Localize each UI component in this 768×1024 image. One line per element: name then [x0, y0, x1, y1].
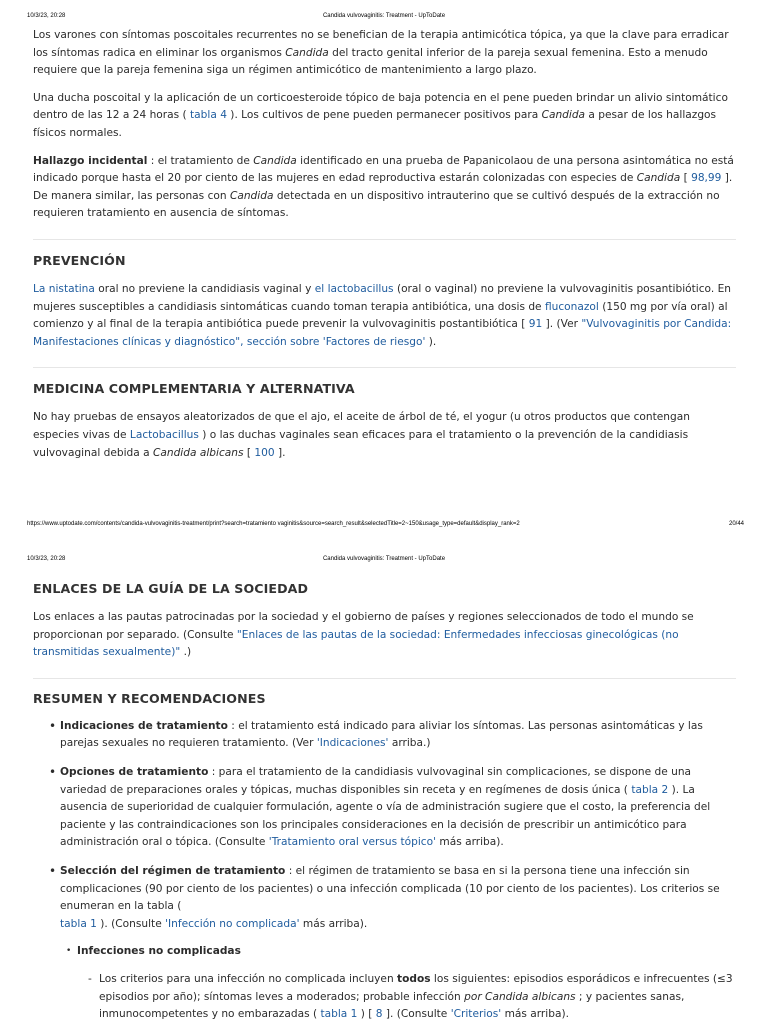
link-lactobacillus-2[interactable]: Lactobacillus — [129, 428, 199, 441]
page-1-content — [33, 27, 736, 462]
link-tabla-1-b[interactable]: tabla 1 — [320, 1008, 358, 1021]
paragraph-male-partners: Los varones con síntomas poscoitales recurrentes no se benefician de la terapia antimicótica tópica, ya que la clave para erradicar los síntomas radica en eliminar los organismos Candida del tracto genital inferior de la pareja sexual femenina. Esto a menudo requiere que la pareja femenina siga un régimen antimicótico de mantenimiento a largo plazo. — [33, 29, 729, 77]
print-date: 10/3/23, 20:28 — [27, 13, 66, 19]
print-footer — [0, 519, 768, 531]
list-item-infecciones-no-complicadas: • Infecciones no complicadas — [33, 943, 736, 961]
page-2-content — [33, 581, 736, 1024]
list-item-opciones: • Opciones de tratamiento : para el tratamiento de la candidiasis vulvovaginal sin complicaciones, se dispone de una variedad de preparaciones orales y tópicas, muchas disponibles sin receta y en regímenes de dosis única ( tabla 2 ). La ausencia de superioridad de cualquier formulación, agente o vía de administración sugiere que el costo, la preferencia del paciente y las contraindicaciones son los principales consideraciones en la decisión de prescribir un antimicótico para administración oral o tópica. (Consulte 'Tratamiento oral versus tópico' más arriba). — [33, 764, 736, 852]
section-divider — [33, 678, 736, 679]
summary-list — [33, 718, 736, 1024]
reference-link-100[interactable]: 100 — [254, 446, 275, 459]
link-nistatina[interactable]: La nistatina — [33, 282, 95, 295]
print-page-number: 20/44 — [728, 521, 744, 527]
link-indicaciones[interactable]: 'Indicaciones' — [316, 737, 389, 750]
section-heading-medicina-complementaria: MEDICINA COMPLEMENTARIA Y ALTERNATIVA — [33, 381, 355, 397]
section-heading-resumen: RESUMEN Y RECOMENDACIONES — [33, 690, 266, 706]
reference-link-91[interactable]: 91 — [528, 318, 543, 331]
print-title: Candida vulvovaginitis: Treatment - UpToDate — [322, 13, 446, 19]
link-infeccion-no-complicada[interactable]: 'Infección no complicada' — [165, 917, 300, 930]
list-item-criterios: - Los criterios para una infección no complicada incluyen todos los siguientes: episodios esporádicos e infrecuentes (≤3 episodios por año); síntomas leves a moderados; probable infección por Candida albicans ; y pacientes sanas, inmunocompetentes y no embarazadas ( tabla 1 ) [ 8 ]. (Consulte 'Criterios' más arriba). — [33, 971, 736, 1024]
section-heading-enlaces-guia: ENLACES DE LA GUÍA DE LA SOCIEDAD — [33, 581, 309, 596]
print-url: https://www.uptodate.com/contents/candida-vulvovaginitis-treatment/print?search=tratamiento vaginitis&source=search_result&selectedTitle=2~150&usage_type=default&display_rank=2 — [27, 521, 520, 527]
link-tratamiento-oral-vs-topico[interactable]: 'Tratamiento oral versus tópico' — [268, 836, 437, 849]
paragraph-incidental-finding: Hallazgo incidental : el tratamiento de Candida identificado en una prueba de Papanicolaou de una persona asintomática no está indicado porque hasta el 20 por ciento de las mujeres en edad reproductiva estarán colonizadas con especies de Candida [ 98,99 ]. De manera similar, las personas con Candida detectada en un dispositivo intrauterino que se cultivó después de la extracción no requieren tratamiento en ausencia de síntomas. — [33, 154, 734, 220]
list-item-seleccion: • Selección del régimen de tratamiento : el régimen de tratamiento se basa en si la persona tiene una infección sin complicaciones (90 por ciento de los pacientes) o una infección complicada (10 por ciento de los pacientes). Los criterios se enumeran en la tabla ( tabla 1 ). (Consulte 'Infección no complicada' más arriba). — [33, 863, 736, 933]
reference-link-98-99[interactable]: 98,99 — [691, 172, 722, 185]
section-divider — [33, 367, 736, 368]
paragraph-postcoital: Una ducha poscoital y la aplicación de un corticoesteroide tópico de baja potencia en el pene pueden brindar un alivio sintomático dentro de las 12 a 24 horas ( tabla 4 ). Los cultivos de pene pueden permanecer positivos para Candida a pesar de los hallazgos físicos normales. — [33, 91, 728, 139]
link-lactobacillus[interactable]: el lactobacillus — [314, 282, 394, 295]
paragraph-complementary: No hay pruebas de ensayos aleatorizados de que el ajo, el aceite de árbol de té, el yogur (u otros productos que contengan especies vivas de Lactobacillus ) o las duchas vaginales sean eficaces para el tratamiento o la prevención de la candidiasis vulvovaginal debida a Candida albicans [ 100 ]. — [33, 411, 690, 459]
link-fluconazol[interactable]: fluconazol — [544, 300, 599, 313]
link-society-guidelines[interactable]: "Enlaces de las pautas de la sociedad: Enfermedades infecciosas ginecológicas (no transmitidas sexualmente)" — [33, 628, 679, 659]
paragraph-prevention: La nistatina oral no previene la candidiasis vaginal y el lactobacillus (oral o vaginal) no previene la vulvovaginitis posantibiótico. En mujeres susceptibles a candidiasis sintomáticas cuando toman terapia antibiótica, una dosis de fluconazol (150 mg por vía oral) al comienzo y al final de la terapia antibiótica puede prevenir la vulvovaginitis postantibiótica [ 91 ]. (Ver "Vulvovaginitis por Candida: Manifestaciones clínicas y diagnóstico", sección sobre 'Factores de riesgo' ). — [33, 282, 732, 348]
link-criterios[interactable]: 'Criterios' — [450, 1008, 502, 1021]
section-divider — [33, 239, 736, 240]
print-date: 10/3/23, 20:28 — [27, 556, 66, 562]
print-header — [0, 11, 768, 23]
link-tabla-4[interactable]: tabla 4 — [190, 109, 227, 122]
print-header — [0, 554, 768, 566]
reference-link-8[interactable]: 8 — [375, 1008, 383, 1021]
section-heading-prevencion: PREVENCIÓN — [33, 252, 126, 268]
link-tabla-2[interactable]: tabla 2 — [631, 783, 669, 796]
paragraph-society-guidelines: Los enlaces a las pautas patrocinadas por la sociedad y el gobierno de países y regiones seleccionados de todo el mundo se proporcionan por separado. (Consulte "Enlaces de las pautas de la sociedad: Enfermedades infecciosas ginecológicas (no transmitidas sexualmente)" .) — [33, 611, 694, 659]
list-item-indicaciones: • Indicaciones de tratamiento : el tratamiento está indicado para aliviar los síntomas. Las personas asintomáticas y las parejas sexuales no requieren tratamiento. (Ver 'Indicaciones' arriba.) — [33, 718, 736, 753]
link-tabla-1[interactable]: tabla 1 — [60, 917, 97, 930]
print-title: Candida vulvovaginitis: Treatment - UpToDate — [322, 556, 446, 562]
link-vulvovaginitis-risk-factors[interactable]: "Vulvovaginitis por Candida: Manifestaciones clínicas y diagnóstico", sección sobre 'Factores de riesgo' — [33, 318, 732, 348]
